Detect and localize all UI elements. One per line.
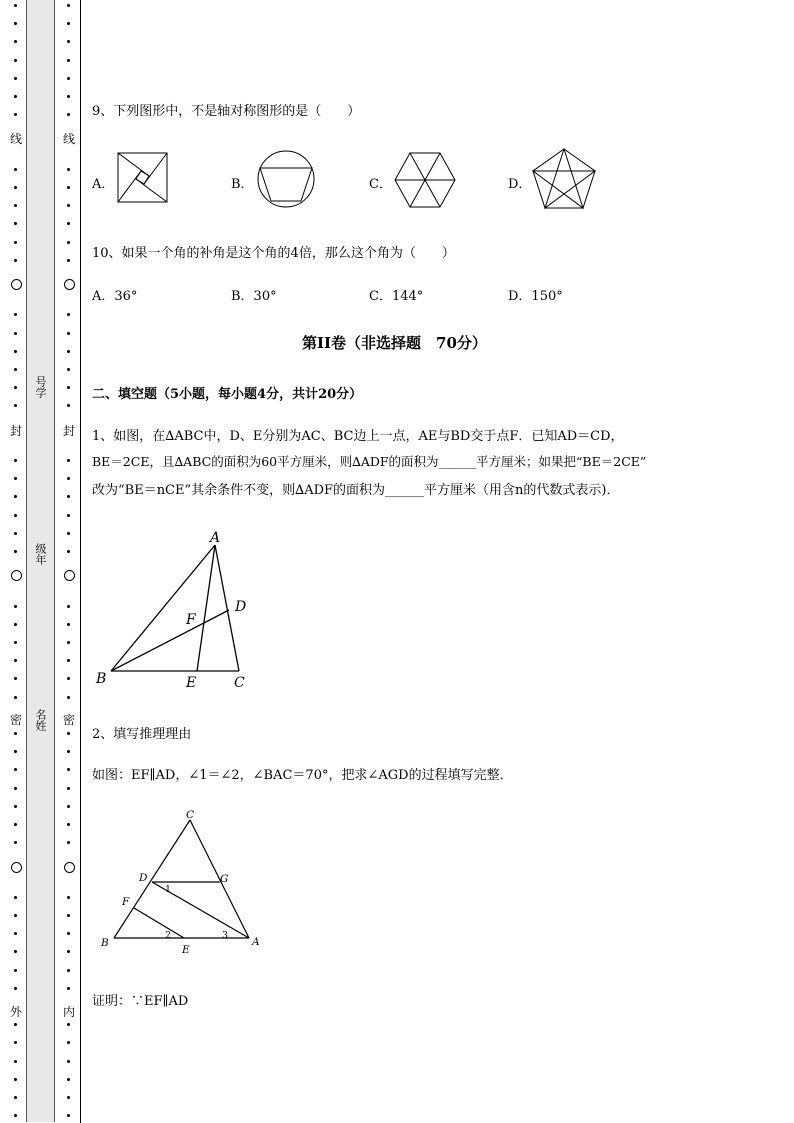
margin-dot [14,659,17,662]
margin-dot [14,1023,17,1026]
margin-dot [14,404,17,407]
q9-figure-d [532,148,596,210]
question-9: 9、下列图形中，不是轴对称图形的是（ ） [92,104,361,119]
part2-title: 第II卷（非选择题 70分） [302,334,487,352]
margin-ring [11,570,22,581]
margin-ring [64,279,75,290]
margin-dot [67,677,70,680]
margin-dot [67,59,70,62]
fig2-label-c: C [186,809,195,821]
margin-dot [67,259,70,262]
margin-dot [67,77,70,80]
margin-dot [67,841,70,844]
margin-dot [14,1060,17,1063]
margin-char-xian-left: 线 [9,132,22,146]
margin-rule [80,0,81,1123]
margin-dot [14,950,17,953]
fill2-triangle-figure [92,808,272,958]
margin-dot [14,677,17,680]
margin-ring [11,279,22,290]
question-10: 10、如果一个角的补角是这个角的4倍，那么这个角为（ ） [92,246,455,261]
margin-dot [67,186,70,189]
margin-dot [67,113,70,116]
margin-dot [14,204,17,207]
fill1-line-3: 改为“BE＝nCE”其余条件不变，则∆ADF的面积为______平方厘米（用含n的代数式表示)． [92,483,620,498]
margin-dot [67,1060,70,1063]
margin-dot [14,750,17,753]
fill2-proof: 证明：∵EF∥AD [92,994,189,1009]
margin-dot [67,459,70,462]
margin-dot [14,241,17,244]
margin-dot [14,787,17,790]
fig1-label-b: B [96,671,107,687]
fig2-label-e: E [182,944,190,956]
margin-dot [14,113,17,116]
margin-dot [67,750,70,753]
margin-dot [67,168,70,171]
margin-dot [14,969,17,972]
margin-dot [67,4,70,7]
margin-dot [14,368,17,371]
left-dot-column [9,0,23,1123]
name-label: 名姓 [34,709,47,731]
margin-dot [67,532,70,535]
q10-option-a: A．36° [92,289,138,304]
fig2-label-a: A [252,936,260,948]
margin-char-feng-right: 封 [62,424,75,438]
fig1-label-a: A [210,530,221,546]
margin-dot [14,22,17,25]
margin-ring [11,862,22,873]
q10-option-d: D．150° [508,289,563,304]
margin-dot [67,805,70,808]
margin-dot [14,805,17,808]
q10-option-c: C．144° [369,289,424,304]
margin-dot [67,350,70,353]
margin-dot [14,1114,17,1117]
margin-dot [14,1096,17,1099]
margin-dot [14,550,17,553]
margin-dot [67,768,70,771]
margin-dot [14,932,17,935]
margin-dot [14,459,17,462]
margin-dot [67,932,70,935]
margin-dot [14,823,17,826]
margin-dot [14,4,17,7]
margin-dot [67,222,70,225]
fig2-angle-2: 2 [165,930,172,941]
fig2-label-d: D [139,872,148,884]
margin-dot [14,1041,17,1044]
margin-dot [67,950,70,953]
margin-dot [14,477,17,480]
margin-dot [67,514,70,517]
margin-dot [67,495,70,498]
margin-char-feng-left: 封 [9,424,22,438]
margin-char-xian-right: 线 [62,132,75,146]
fig2-angle-3: 3 [222,930,229,941]
q9-option-a: A． [92,177,115,192]
margin-dot [14,914,17,917]
margin-dot [14,186,17,189]
margin-dot [67,477,70,480]
margin-dot [67,241,70,244]
margin-char-wai: 外 [9,1005,22,1019]
margin-dot [14,259,17,262]
margin-dot [14,896,17,899]
margin-dot [14,222,17,225]
margin-char-mi-left: 密 [9,713,22,727]
fig1-label-e: E [186,675,197,691]
margin-dot [67,1078,70,1081]
margin-dot [14,768,17,771]
q10-option-b: B．30° [231,289,277,304]
margin-dot [67,623,70,626]
q9-figure-b [257,150,315,208]
margin-dot [67,40,70,43]
margin-dot [67,787,70,790]
margin-dot [67,404,70,407]
fill1-triangle-figure [92,525,262,695]
margin-dot [67,550,70,553]
margin-dot [14,350,17,353]
margin-dot [67,605,70,608]
margin-ring [64,862,75,873]
margin-dot [14,495,17,498]
q9-figure-a [117,152,169,204]
margin-dot [67,659,70,662]
margin-dot [14,332,17,335]
grade-label: 级年 [34,543,47,565]
fill2-line-1: 如图：EF∥AD，∠1＝∠2，∠BAC＝70°，把求∠AGD的过程填写完整． [92,768,513,783]
q9-figure-c [394,152,456,208]
margin-dot [67,204,70,207]
margin-dot [67,22,70,25]
section-2-title: 二、填空题（5小题，每小题4分，共计20分） [92,387,363,402]
margin-dot [67,95,70,98]
margin-dot [14,40,17,43]
margin-dot [14,1078,17,1081]
right-dot-column [62,0,76,1123]
margin-dot [14,696,17,699]
margin-dot [67,386,70,389]
margin-dot [67,969,70,972]
fill1-line-1: 1、如图，在∆ABC中，D、E分别为AC、BC边上一点，AE与BD交于点F．已知AD＝CD， [92,429,624,444]
margin-ring [64,570,75,581]
margin-dot [14,168,17,171]
margin-dot [67,732,70,735]
margin-dot [67,914,70,917]
margin-dot [14,313,17,316]
margin-dot [14,641,17,644]
margin-dot [14,77,17,80]
fig1-label-d: D [235,599,247,615]
margin-dot [67,696,70,699]
margin-dot [67,896,70,899]
margin-dot [14,532,17,535]
q9-option-b: B． [231,177,254,192]
margin-dot [67,368,70,371]
margin-dot [67,1023,70,1026]
margin-dot [14,841,17,844]
fig2-label-f: F [122,896,130,908]
margin-dot [14,95,17,98]
margin-char-nei: 内 [62,1005,75,1019]
margin-dot [14,514,17,517]
margin-dot [67,313,70,316]
margin-dot [67,1041,70,1044]
margin-dot [67,332,70,335]
margin-dot [67,1096,70,1099]
margin-dot [67,1114,70,1117]
margin-char-mi-right: 密 [62,713,75,727]
margin-dot [67,641,70,644]
binding-margin [0,0,84,1123]
margin-dot [14,59,17,62]
q9-option-c: C． [369,177,392,192]
fill1-line-2: BE＝2CE，且∆ABC的面积为60平方厘米，则∆ADF的面积为______平方厘米；如果把“BE＝2CE” [92,454,647,469]
fig1-label-c: C [234,675,245,691]
q9-option-d: D． [508,177,532,192]
margin-dot [14,987,17,990]
margin-dot [67,823,70,826]
margin-dot [14,386,17,389]
margin-dot [14,732,17,735]
fig2-angle-1: 1 [165,884,172,895]
margin-dot [67,987,70,990]
fig1-label-f: F [186,612,196,628]
margin-dot [14,623,17,626]
margin-dot [14,605,17,608]
fig2-label-b: B [101,937,109,949]
fill2-title: 2、填写推理理由 [92,727,192,742]
student-number-label: 号学 [34,376,47,398]
fig2-label-g: G [220,873,229,885]
